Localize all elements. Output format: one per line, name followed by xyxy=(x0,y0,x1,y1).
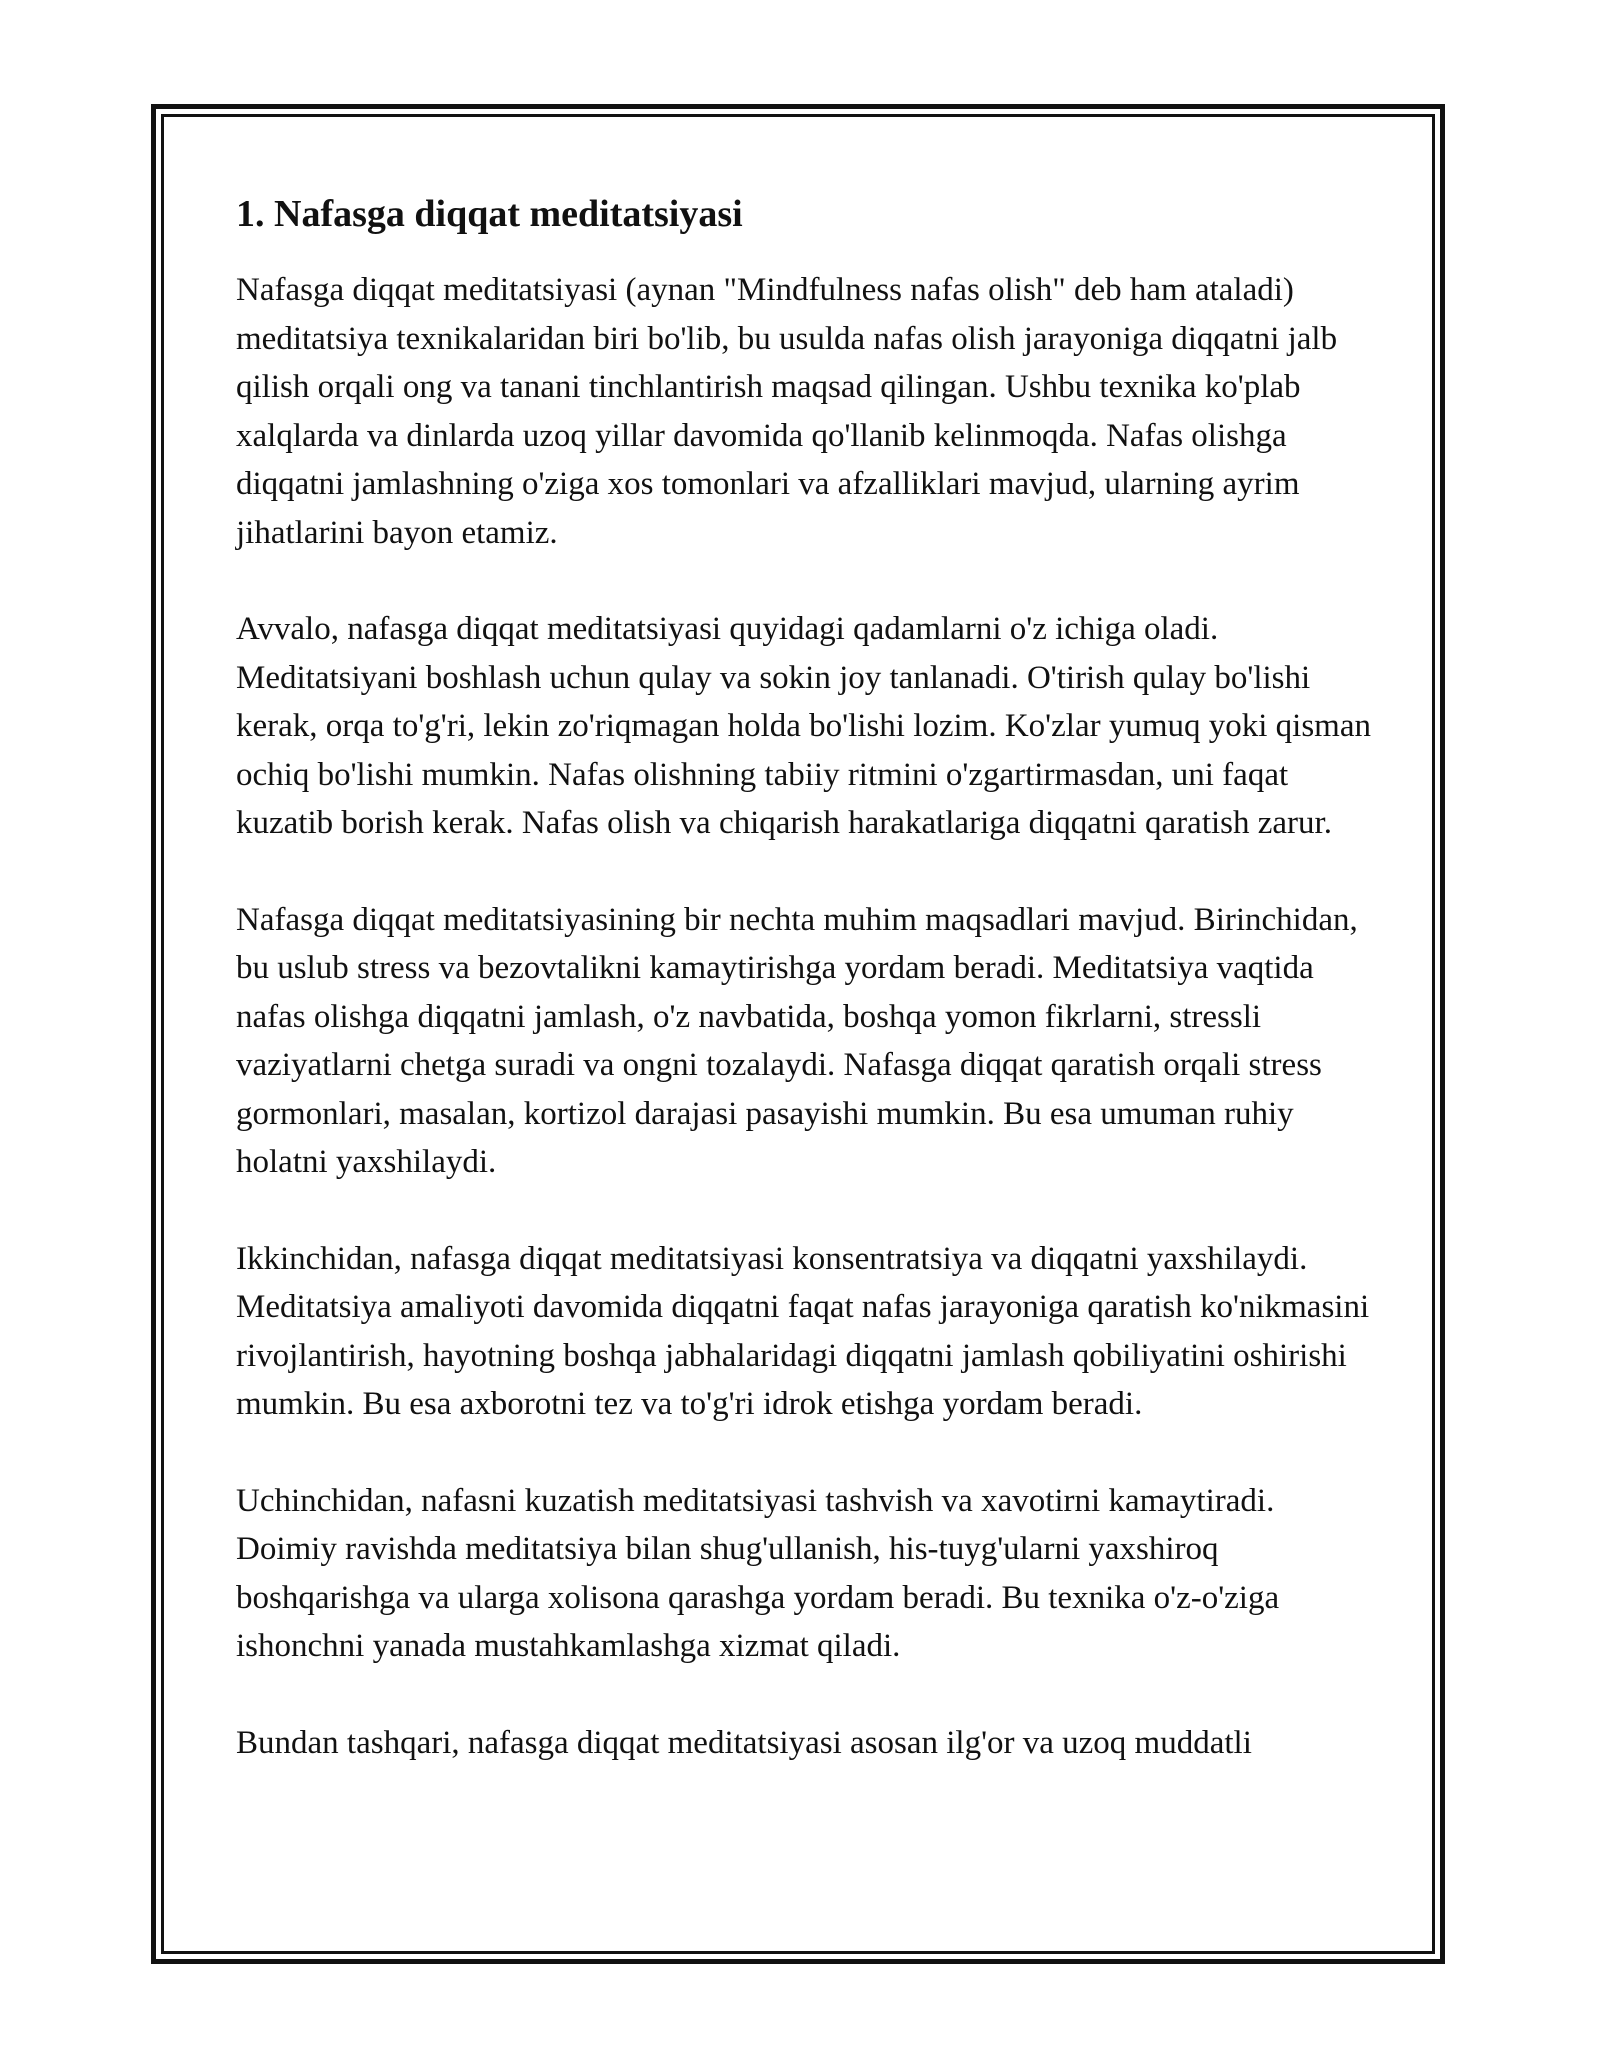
paragraph-4: Ikkinchidan, nafasga diqqat meditatsiyasi konsentratsiya va diqqatni yaxshilaydi. Meditatsiya amaliyoti davomida diqqatni faqat nafas jarayoniga qaratish ko'nikmasini rivojlantirish, hayotning boshqa jabhalaridagi diqqatni jamlash qobiliyatini oshirishi mumkin. Bu esa axborotni tez va to'g'ri idrok etishga yordam beradi. xyxy=(236,1240,1370,1422)
paragraph-5: Uchinchidan, nafasni kuzatish meditatsiyasi tashvish va xavotirni kamaytiradi. Doimiy ravishda meditatsiya bilan shug'ullanish, his-tuyg'ularni yaxshiroq boshqarishga va ularga xolisona qarashga yordam beradi. Bu texnika o'z-o'ziga ishonchni yanada mustahkamlashga xizmat qiladi. xyxy=(236,1482,1280,1664)
paragraph-6: Bundan tashqari, nafasga diqqat meditatsiyasi asosan ilg'or va uzoq muddatli xyxy=(236,1724,1252,1761)
section-heading: 1. Nafasga diqqat meditatsiyasi xyxy=(236,193,743,235)
paragraph-2: Avvalo, nafasga diqqat meditatsiyasi quyidagi qadamlarni o'z ichiga oladi. Meditatsiyani boshlash uchun qulay va sokin joy tanlanadi. O'tirish qulay bo'lishi kerak, orqa to'g'ri, lekin zo'riqmagan holda bo'lishi lozim. Ko'zlar yumuq yoki qisman ochiq bo'lishi mumkin. Nafas olishning tabiiy ritmini o'zgartirmasdan, uni faqat kuzatib borish kerak. Nafas olish va chiqarish harakatlariga diqqatni qaratish zarur. xyxy=(236,611,1371,841)
paragraph-3: Nafasga diqqat meditatsiyasining bir nechta muhim maqsadlari mavjud. Birinchidan, bu uslub stress va bezovtalikni kamaytirishga yordam beradi. Meditatsiya vaqtida nafas olishga diqqatni jamlash, o'z navbatida, boshqa yomon fikrlarni, stressli vaziyatlarni chetga suradi va ongni tozalaydi. Nafasga diqqat qaratish orqali stress gormonlari, masalan, kortizol darajasi pasayishi mumkin. Bu esa umuman ruhiy holatni yaxshilaydi. xyxy=(236,901,1358,1180)
document-body xyxy=(236,186,1376,1815)
paragraph-1: Nafasga diqqat meditatsiyasi (aynan "Mindfulness nafas olish" deb ham ataladi) meditatsiya texnikalaridan biri bo'lib, bu usulda nafas olish jarayoniga diqqatni jalb qilish orqali ong va tanani tinchlantirish maqsad qilingan. Ushbu texnika ko'plab xalqlarda va dinlarda uzoq yillar davomida qo'llanib kelinmoqda. Nafas olishga diqqatni jamlashning o'ziga xos tomonlari va afzalliklari mavjud, ularning ayrim jihatlarini bayon etamiz. xyxy=(236,272,1338,551)
